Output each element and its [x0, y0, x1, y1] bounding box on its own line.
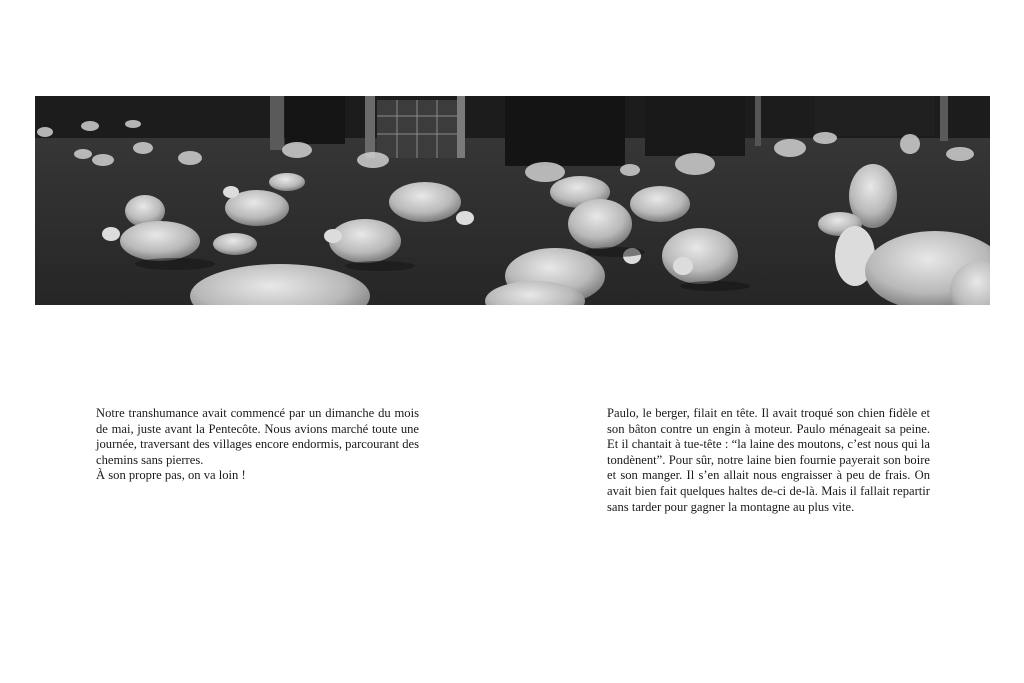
paragraph: À son propre pas, on va loin !: [96, 468, 246, 483]
text-column-right: [607, 406, 930, 515]
sheep-illustration: [35, 96, 990, 305]
paragraph: Paulo, le berger, filait en tête. Il avait troqué son chien fidèle et son bâton contre un engin à moteur. Paulo ménageait sa peine. Et il chantait à tue-tête : “la laine des moutons, c’est nous qui la tondènent”. Pour sûr, notre laine bien fournie payerait son boire et son manger. Il s’en allait nous engraisser à peu de frais. On avait bien fait quelques haltes de-ci de-là. Mais il fallait repartir sans tarder pour gagner la montagne au plus vite.: [607, 406, 930, 514]
text-column-left: [96, 406, 419, 484]
paragraph: Notre transhumance avait commencé par un dimanche du mois de mai, juste avant la Pentecôte. Nous avions marché toute une journée, traversant des villages encore endormis, parcourant des chemins sans pierres.: [96, 406, 419, 467]
